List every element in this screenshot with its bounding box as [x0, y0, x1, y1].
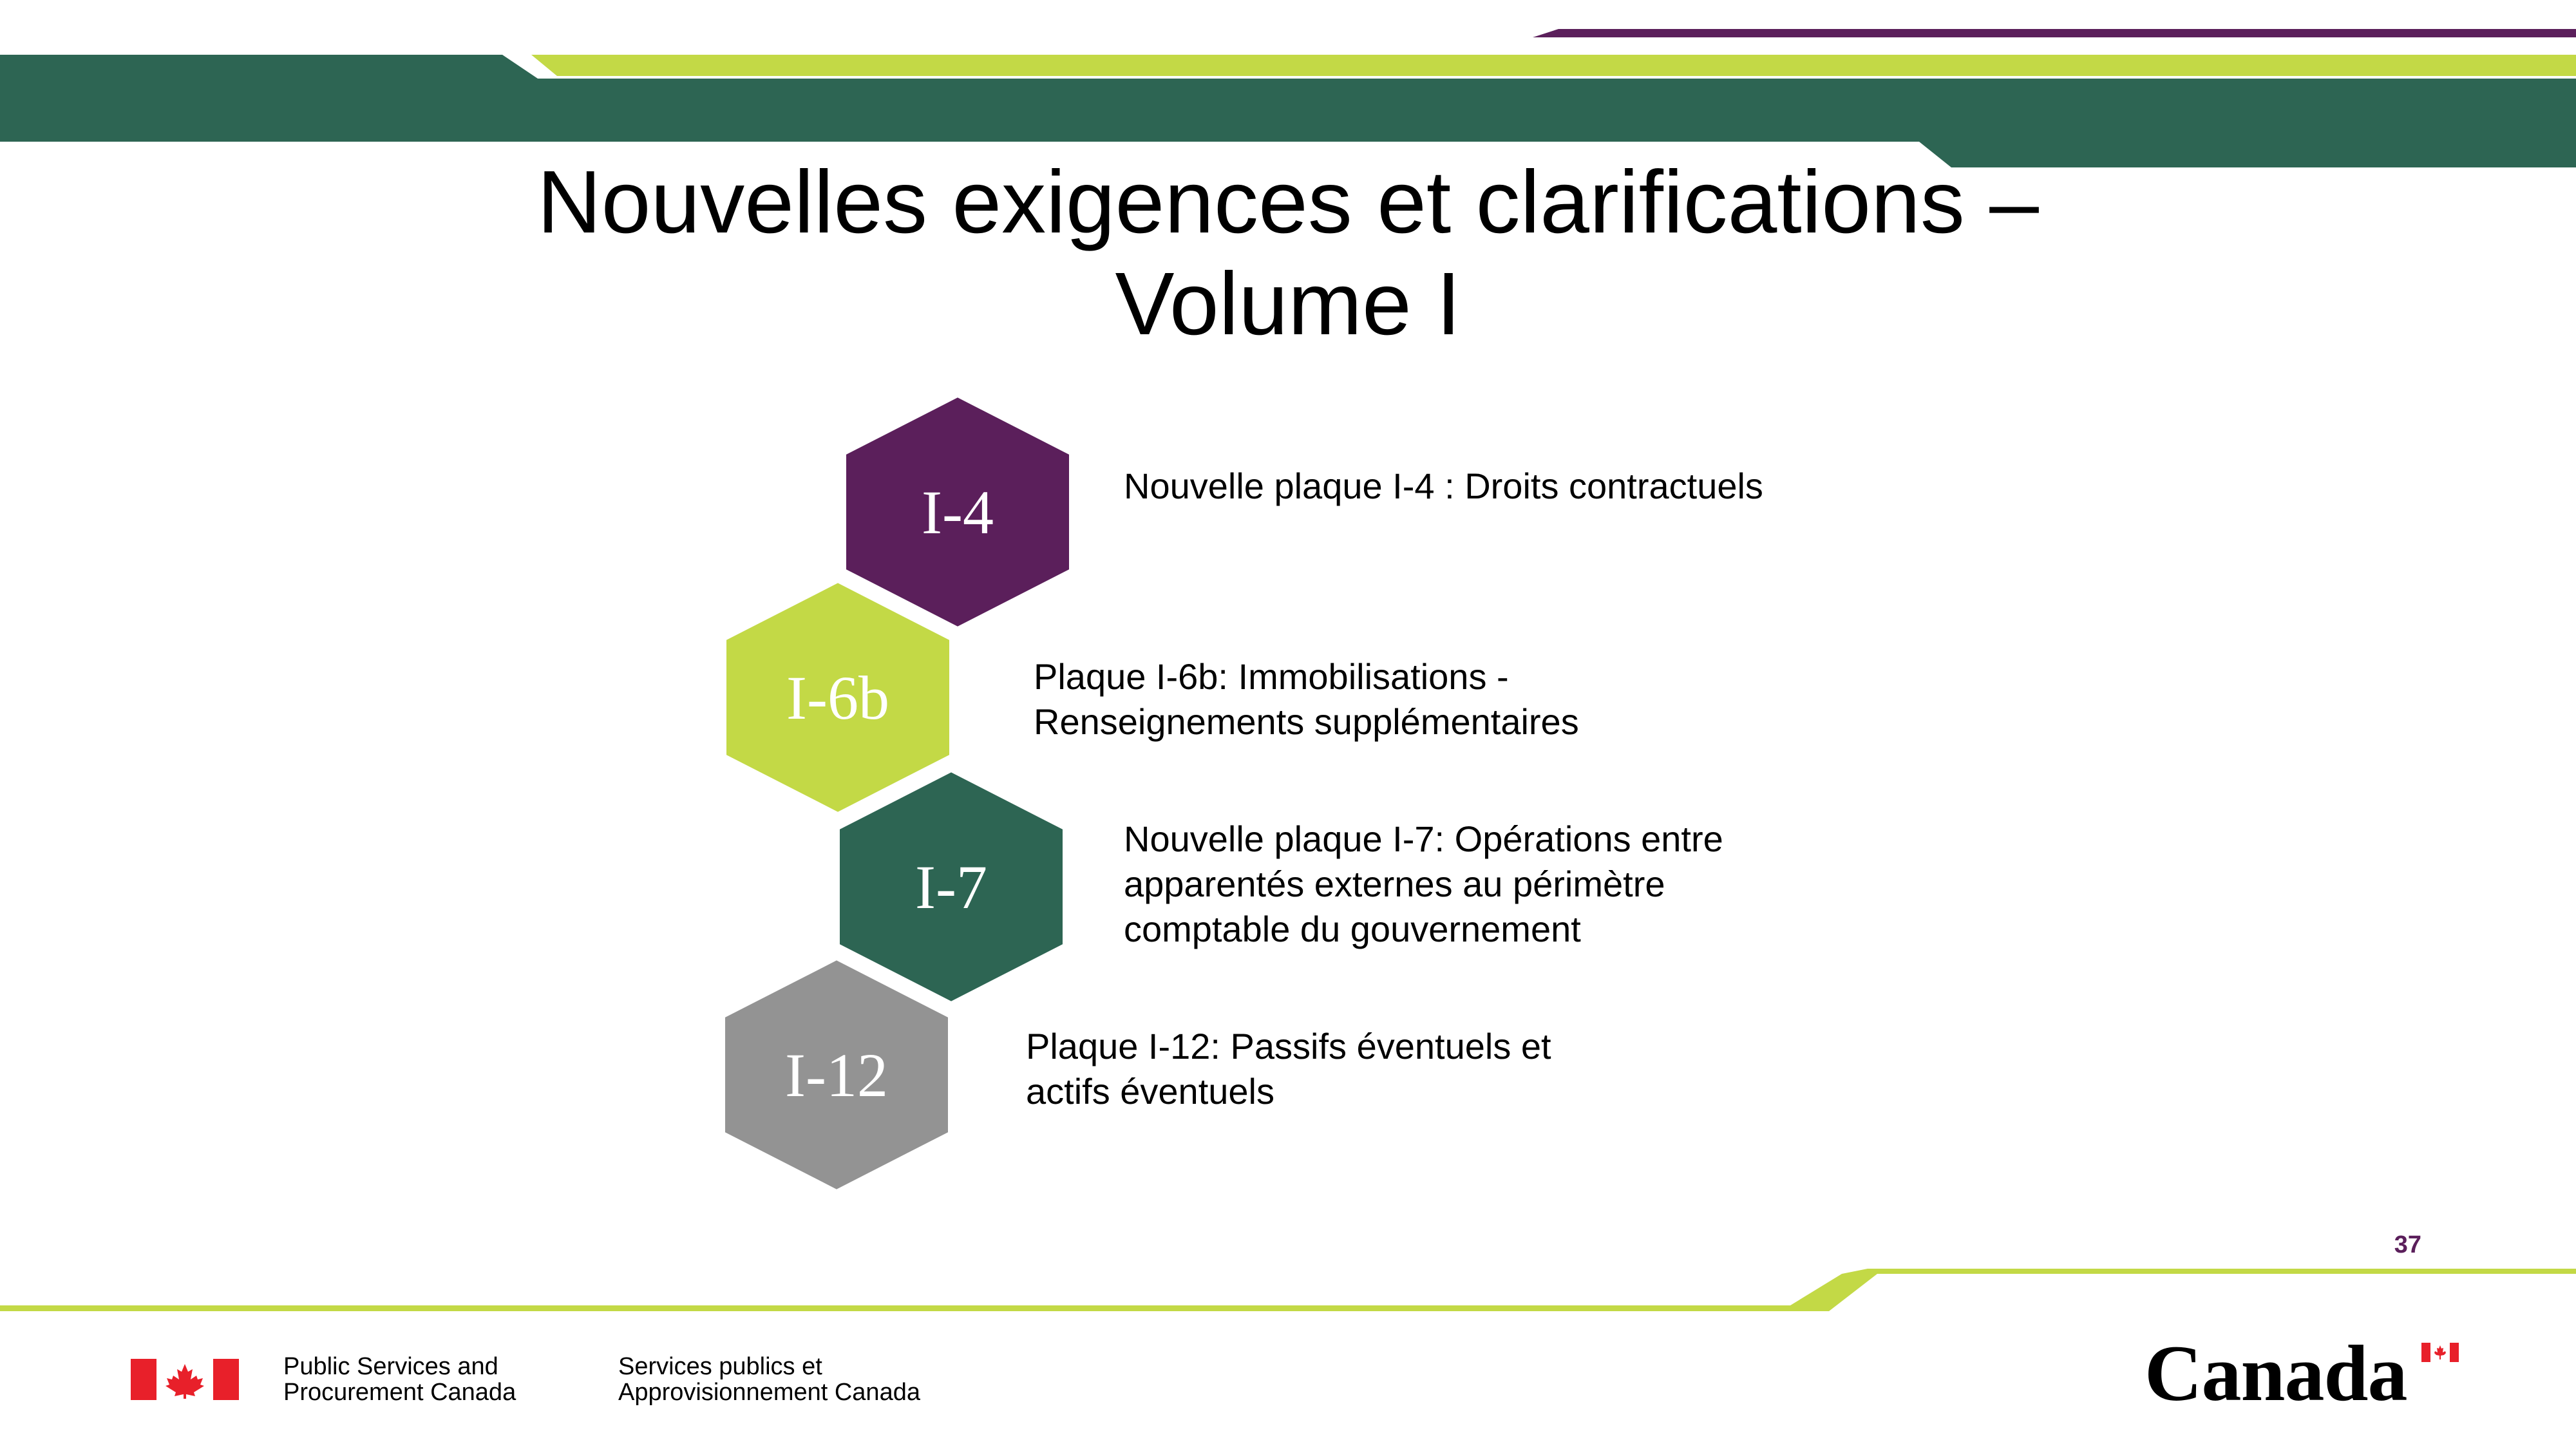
hexagon-i7-label: I-7	[915, 852, 987, 922]
item-i7-text-line: Nouvelle plaque I-7: Opérations entre	[1124, 819, 1723, 859]
item-i6b-text-line: Plaque I-6b: Immobilisations -	[1034, 656, 1509, 697]
department-name-fr-line: Approvisionnement Canada	[618, 1379, 920, 1406]
department-name-fr-line: Services publics et	[618, 1353, 822, 1380]
item-i4-description	[1124, 464, 1763, 509]
department-name-en-line: Procurement Canada	[283, 1379, 516, 1406]
banner-lime-stripe	[531, 55, 2576, 76]
banner-purple-stripe	[1533, 29, 2576, 37]
item-i12-text-line: Plaque I-12: Passifs éventuels et	[1026, 1026, 1551, 1066]
footer-divider	[0, 1262, 2576, 1315]
item-i7-text-line: apparentés externes au périmètre	[1124, 864, 1665, 904]
department-name-en-line: Public Services and	[283, 1353, 498, 1380]
item-i6b-text-line: Renseignements supplémentaires	[1034, 701, 1579, 742]
header-banner	[0, 0, 2576, 174]
item-i7-text-line: comptable du gouvernement	[1124, 909, 1581, 949]
slide-title	[0, 151, 2576, 355]
department-name-en	[283, 1354, 516, 1405]
department-name-fr	[618, 1354, 920, 1405]
wordmark-flag-icon	[2421, 1343, 2459, 1362]
title-line-2: Volume I	[1115, 254, 1461, 354]
canada-wordmark: Canada	[2145, 1329, 2407, 1417]
footer-lime-stripe-right	[1842, 1269, 2576, 1274]
item-i12-description	[1026, 1024, 1551, 1114]
footer-lime-stripe-main	[0, 1274, 1877, 1311]
title-line-1: Nouvelles exigences et clarifications –	[537, 153, 2039, 252]
canada-flag-icon	[131, 1359, 239, 1400]
hexagon-i4-label: I-4	[922, 477, 994, 547]
hexagon-i6b-label: I-6b	[786, 663, 889, 732]
page-number: 37	[2394, 1231, 2421, 1258]
item-i7-description	[1124, 817, 1723, 952]
hexagon-i12-label: I-12	[785, 1040, 888, 1110]
item-i4-text-line: Nouvelle plaque I-4 : Droits contractuels	[1124, 466, 1763, 506]
hexagon-i12	[720, 958, 953, 1191]
item-i12-text-line: actifs éventuels	[1026, 1071, 1274, 1112]
item-i6b-description	[1034, 654, 1579, 744]
